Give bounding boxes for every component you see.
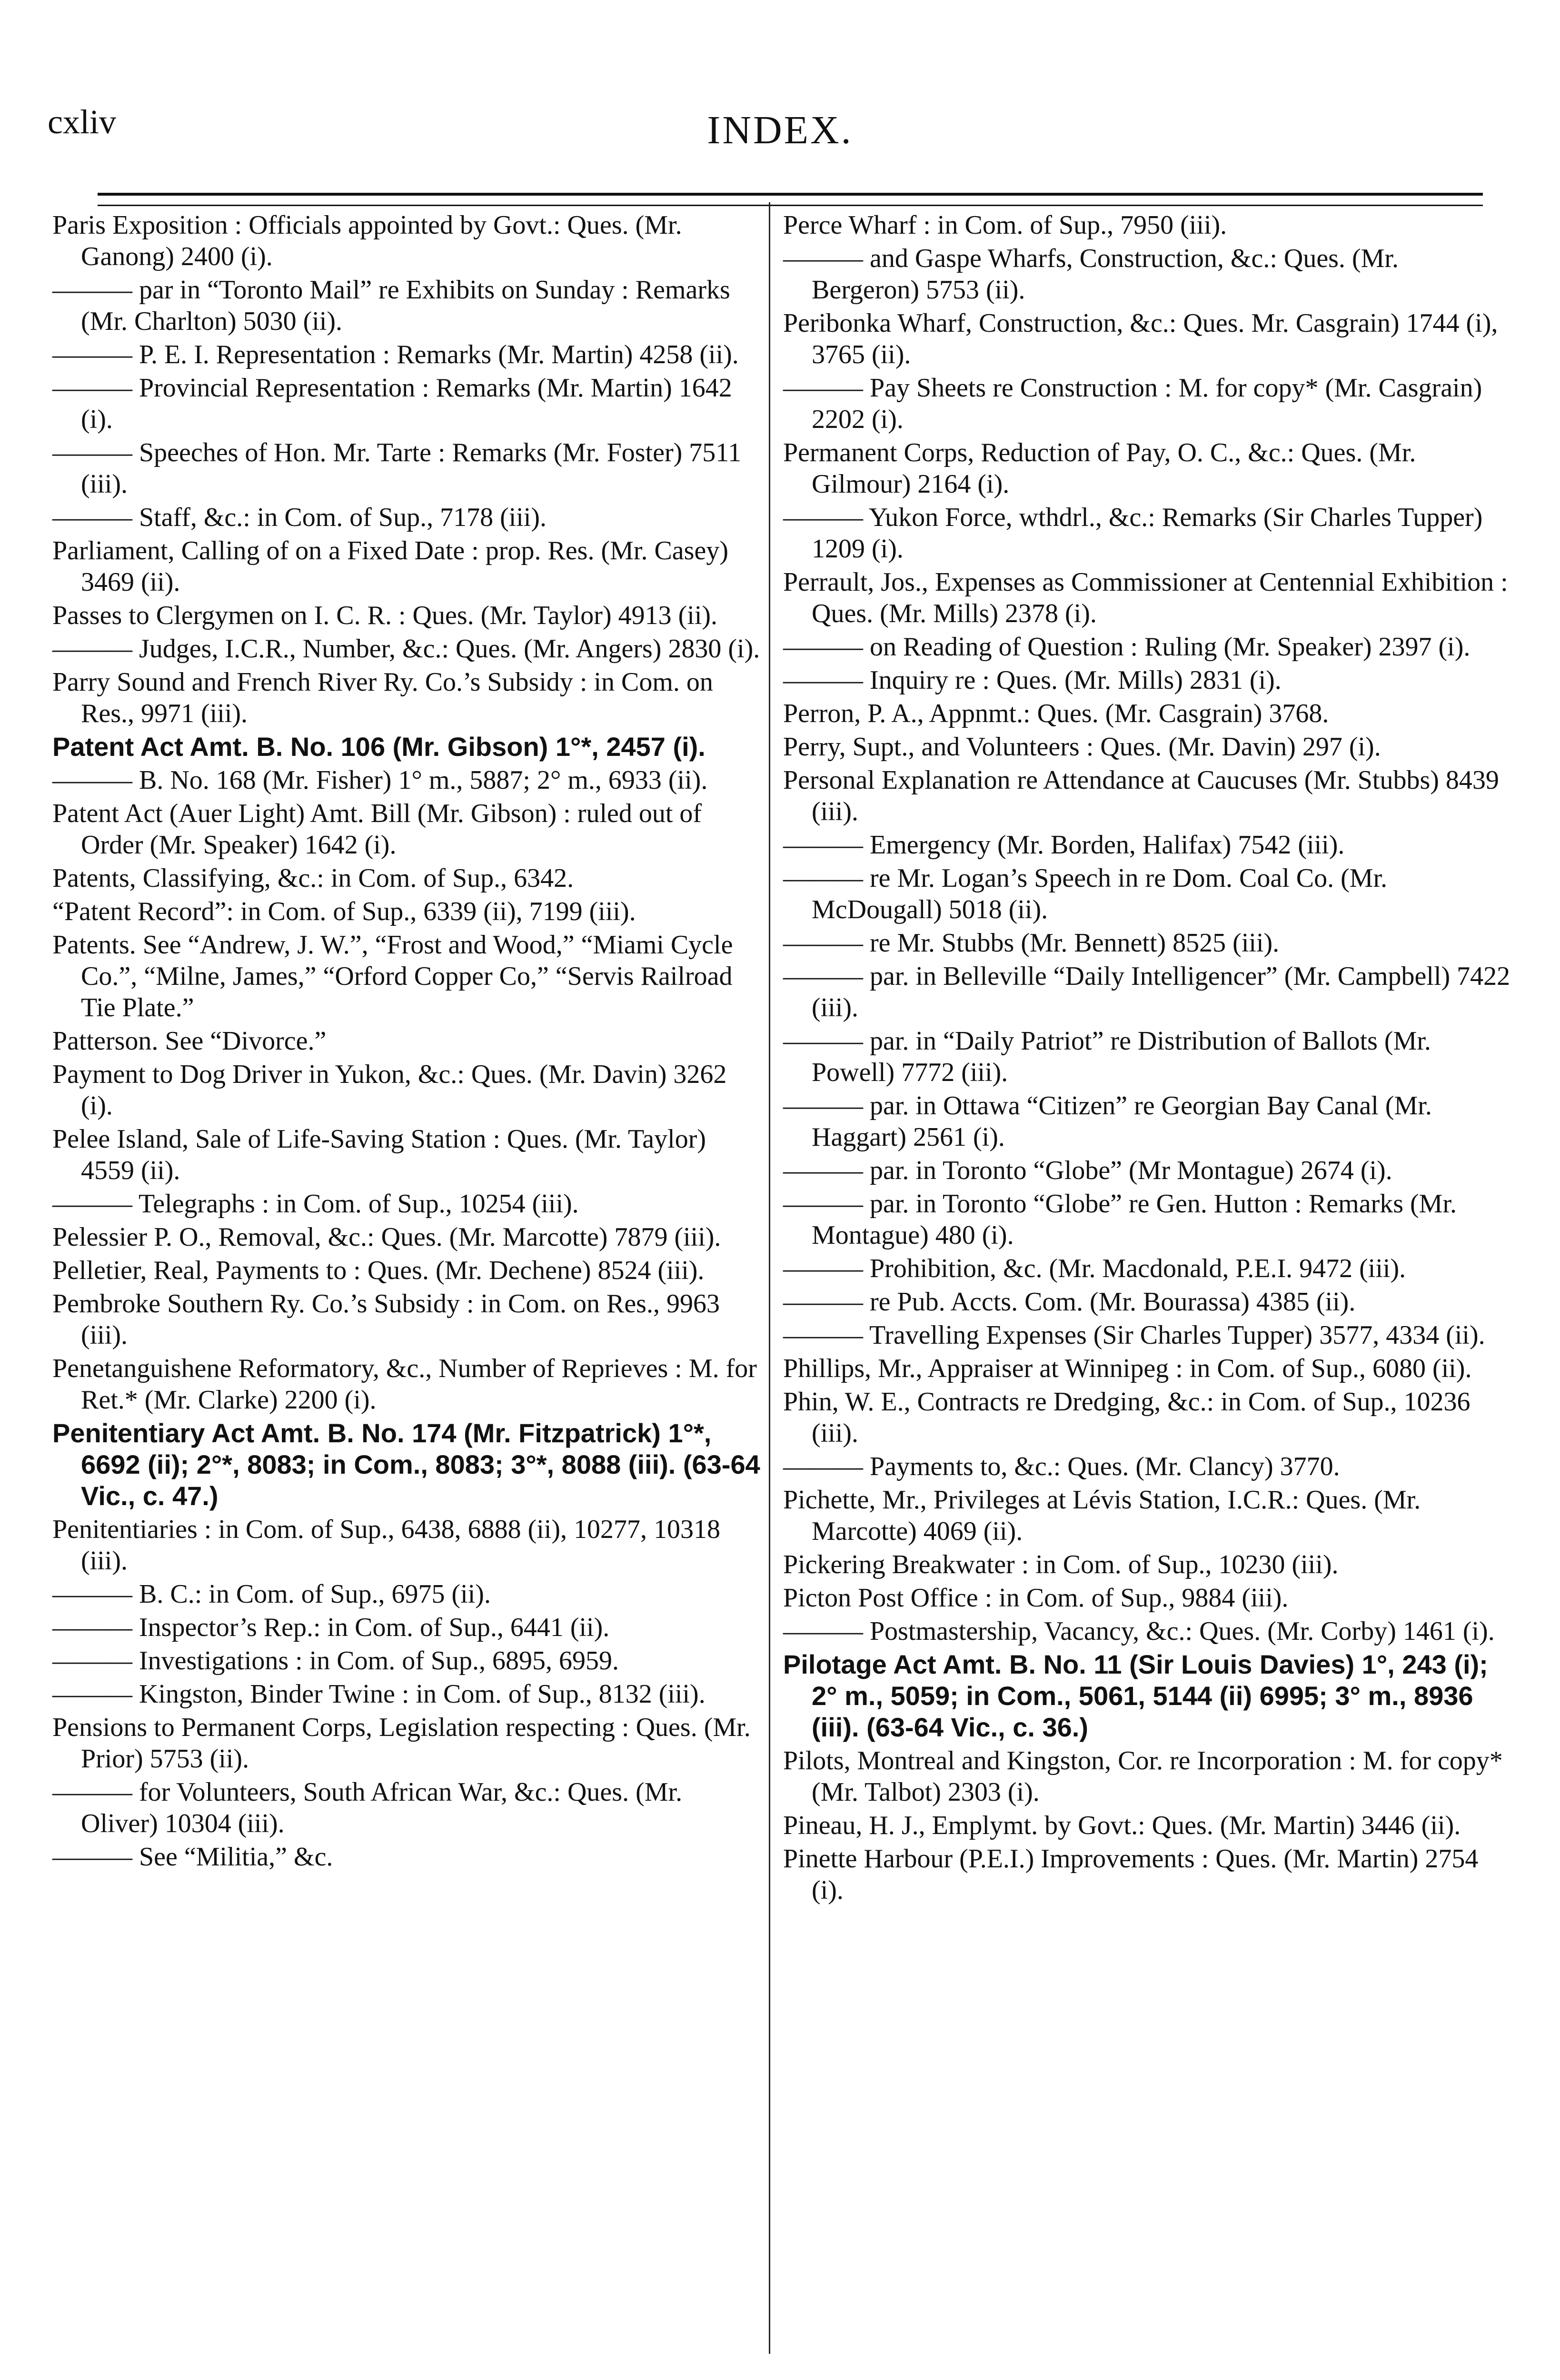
header-rule — [98, 193, 1483, 196]
index-entry-bill: Pilotage Act Amt. B. No. 11 (Sir Louis Davies) 1°, 243 (i); 2° m., 5059; in Com., 5061, 5144 (ii) 6995; 3° m., 8936 (iii). (63-64 Vic., c. 36.) — [783, 1649, 1488, 1742]
left-column — [52, 209, 764, 1874]
index-entry: Phin, W. E., Contracts re Dredging, &c.: in Com. of Sup., 10236 (iii). — [783, 1387, 1471, 1448]
index-entry: Parliament, Calling of on a Fixed Date : prop. Res. (Mr. Casey) 3469 (ii). — [52, 536, 728, 597]
index-entry: ——— Staff, &c.: in Com. of Sup., 7178 (iii). — [52, 503, 547, 532]
index-entry: ——— See “Militia,” &c. — [52, 1842, 333, 1872]
index-entry: ——— Emergency (Mr. Borden, Halifax) 7542 (iii). — [783, 830, 1345, 860]
index-entry: Phillips, Mr., Appraiser at Winnipeg : in Com. of Sup., 6080 (ii). — [783, 1354, 1472, 1383]
index-entry: ——— and Gaspe Wharfs, Construction, &c.: Ques. (Mr. Bergeron) 5753 (ii). — [783, 244, 1399, 305]
index-entry: ——— P. E. I. Representation : Remarks (Mr. Martin) 4258 (ii). — [52, 340, 739, 369]
index-entry: Patents, Classifying, &c.: in Com. of Sup., 6342. — [52, 863, 574, 893]
page-number: cxliv — [48, 103, 116, 141]
index-entry: ——— Provincial Representation : Remarks (Mr. Martin) 1642 (i). — [52, 373, 732, 434]
index-entry: ——— for Volunteers, South African War, &c.: Ques. (Mr. Oliver) 10304 (iii). — [52, 1777, 683, 1838]
index-entry: ——— re Pub. Accts. Com. (Mr. Bourassa) 4385 (ii). — [783, 1287, 1356, 1317]
index-entry: ——— Telegraphs : in Com. of Sup., 10254 (iii). — [52, 1189, 579, 1219]
index-entry: Pembroke Southern Ry. Co.’s Subsidy : in Com. on Res., 9963 (iii). — [52, 1289, 720, 1350]
index-entry: Passes to Clergymen on I. C. R. : Ques. (Mr. Taylor) 4913 (ii). — [52, 601, 718, 630]
page-title: INDEX. — [707, 108, 853, 152]
index-entry: ——— Payments to, &c.: Ques. (Mr. Clancy) 3770. — [783, 1452, 1340, 1481]
index-entry: Penetanguishene Reformatory, &c., Number of Reprieves : M. for Ret.* (Mr. Clarke) 2200 (i). — [52, 1354, 757, 1415]
index-entry: ——— re Mr. Logan’s Speech in re Dom. Coal Co. (Mr. McDougall) 5018 (ii). — [783, 863, 1388, 924]
index-entry: Peribonka Wharf, Construction, &c.: Ques. Mr. Casgrain) 1744 (i), 3765 (ii). — [783, 308, 1498, 369]
index-entry: Patterson. See “Divorce.” — [52, 1026, 327, 1056]
index-entry: Parry Sound and French River Ry. Co.’s Subsidy : in Com. on Res., 9971 (iii). — [52, 667, 713, 728]
index-entry: Pelletier, Real, Payments to : Ques. (Mr. Dechene) 8524 (iii). — [52, 1256, 705, 1285]
index-entry: Perry, Supt., and Volunteers : Ques. (Mr. Davin) 297 (i). — [783, 732, 1381, 762]
index-entry: ——— Pay Sheets re Construction : M. for copy* (Mr. Casgrain) 2202 (i). — [783, 373, 1482, 434]
index-entry: ——— Prohibition, &c. (Mr. Macdonald, P.E.I. 9472 (iii). — [783, 1254, 1406, 1283]
index-entry: ——— Yukon Force, wthdrl., &c.: Remarks (Sir Charles Tupper) 1209 (i). — [783, 503, 1483, 564]
index-entry: ——— Speeches of Hon. Mr. Tarte : Remarks (Mr. Foster) 7511 (iii). — [52, 438, 742, 499]
index-entry: Pensions to Permanent Corps, Legislation respecting : Ques. (Mr. Prior) 5753 (ii). — [52, 1713, 751, 1774]
index-entry: ——— Inquiry re : Ques. (Mr. Mills) 2831 (i). — [783, 665, 1282, 695]
index-entry: ——— Travelling Expenses (Sir Charles Tupper) 3577, 4334 (ii). — [783, 1320, 1485, 1350]
index-entry: Personal Explanation re Attendance at Caucuses (Mr. Stubbs) 8439 (iii). — [783, 765, 1499, 826]
index-entry: Picton Post Office : in Com. of Sup., 9884 (iii). — [783, 1583, 1289, 1613]
index-entry: “Patent Record”: in Com. of Sup., 6339 (ii), 7199 (iii). — [52, 897, 636, 926]
index-entry-bill: Patent Act Amt. B. No. 106 (Mr. Gibson) 1°*, 2457 (i). — [52, 732, 705, 762]
index-entry: ——— on Reading of Question : Ruling (Mr. Speaker) 2397 (i). — [783, 632, 1471, 662]
index-entry: ——— Investigations : in Com. of Sup., 6895, 6959. — [52, 1646, 619, 1676]
index-entry: ——— Judges, I.C.R., Number, &c.: Ques. (Mr. Angers) 2830 (i). — [52, 634, 760, 664]
index-entry: Perce Wharf : in Com. of Sup., 7950 (iii). — [783, 210, 1227, 240]
index-entry: ——— re Mr. Stubbs (Mr. Bennett) 8525 (iii). — [783, 928, 1280, 958]
index-entry: Pinette Harbour (P.E.I.) Improvements : Ques. (Mr. Martin) 2754 (i). — [783, 1844, 1479, 1905]
index-entry: Perrault, Jos., Expenses as Commissioner at Centennial Exhibition : Ques. (Mr. Mills) 2378 (i). — [783, 567, 1508, 628]
index-entry: Payment to Dog Driver in Yukon, &c.: Ques. (Mr. Davin) 3262 (i). — [52, 1060, 727, 1121]
index-entry: Pineau, H. J., Emplymt. by Govt.: Ques. (Mr. Martin) 3446 (ii). — [783, 1811, 1461, 1840]
column-divider — [769, 202, 770, 2354]
index-entry: Pelee Island, Sale of Life-Saving Station : Ques. (Mr. Taylor) 4559 (ii). — [52, 1124, 706, 1185]
index-entry: Patent Act (Auer Light) Amt. Bill (Mr. Gibson) : ruled out of Order (Mr. Speaker) 1642 (i). — [52, 799, 702, 860]
index-entry: ——— par. in Belleville “Daily Intelligencer” (Mr. Campbell) 7422 (iii). — [783, 962, 1510, 1022]
index-entry: ——— B. C.: in Com. of Sup., 6975 (ii). — [52, 1579, 491, 1609]
index-entry: Pilots, Montreal and Kingston, Cor. re Incorporation : M. for copy* (Mr. Talbot) 2303 (i). — [783, 1746, 1503, 1807]
index-entry: ——— Kingston, Binder Twine : in Com. of Sup., 8132 (iii). — [52, 1679, 705, 1709]
index-entry: Pichette, Mr., Privileges at Lévis Station, I.C.R.: Ques. (Mr. Marcotte) 4069 (ii). — [783, 1485, 1421, 1546]
index-entry: Perron, P. A., Appnmt.: Ques. (Mr. Casgrain) 3768. — [783, 699, 1329, 728]
index-entry: Penitentiaries : in Com. of Sup., 6438, 6888 (ii), 10277, 10318 (iii). — [52, 1515, 721, 1576]
index-entry: Pelessier P. O., Removal, &c.: Ques. (Mr. Marcotte) 7879 (iii). — [52, 1222, 721, 1252]
index-entry: ——— par. in Ottawa “Citizen” re Georgian Bay Canal (Mr. Haggart) 2561 (i). — [783, 1091, 1432, 1152]
index-entry: ——— Postmastership, Vacancy, &c.: Ques. (Mr. Corby) 1461 (i). — [783, 1616, 1495, 1646]
index-entry: ——— par in “Toronto Mail” re Exhibits on Sunday : Remarks (Mr. Charlton) 5030 (ii). — [52, 275, 730, 336]
index-entry-bill: Penitentiary Act Amt. B. No. 174 (Mr. Fitzpatrick) 1°*, 6692 (ii); 2°*, 8083; in Com., 8083; 3°*, 8088 (iii). (63-64 Vic., c. 47.) — [52, 1418, 760, 1511]
header-rule-thin — [98, 205, 1483, 206]
index-entry: Permanent Corps, Reduction of Pay, O. C., &c.: Ques. (Mr. Gilmour) 2164 (i). — [783, 438, 1416, 499]
right-column — [783, 209, 1511, 1908]
index-entry: ——— par. in Toronto “Globe” (Mr Montague) 2674 (i). — [783, 1156, 1392, 1185]
index-entry: ——— par. in “Daily Patriot” re Distribution of Ballots (Mr. Powell) 7772 (iii). — [783, 1026, 1431, 1087]
index-entry: ——— par. in Toronto “Globe” re Gen. Hutton : Remarks (Mr. Montague) 480 (i). — [783, 1189, 1457, 1250]
index-entry: ——— B. No. 168 (Mr. Fisher) 1° m., 5887; 2° m., 6933 (ii). — [52, 765, 708, 795]
index-entry: ——— Inspector’s Rep.: in Com. of Sup., 6441 (ii). — [52, 1613, 610, 1642]
index-entry: Paris Exposition : Officials appointed by Govt.: Ques. (Mr. Ganong) 2400 (i). — [52, 210, 682, 271]
index-entry: Pickering Breakwater : in Com. of Sup., 10230 (iii). — [783, 1550, 1339, 1579]
index-entry: Patents. See “Andrew, J. W.”, “Frost and Wood,” “Miami Cycle Co.”, “Milne, James,” “Orford Copper Co,” “Servis Railroad Tie Plate.” — [52, 930, 733, 1022]
